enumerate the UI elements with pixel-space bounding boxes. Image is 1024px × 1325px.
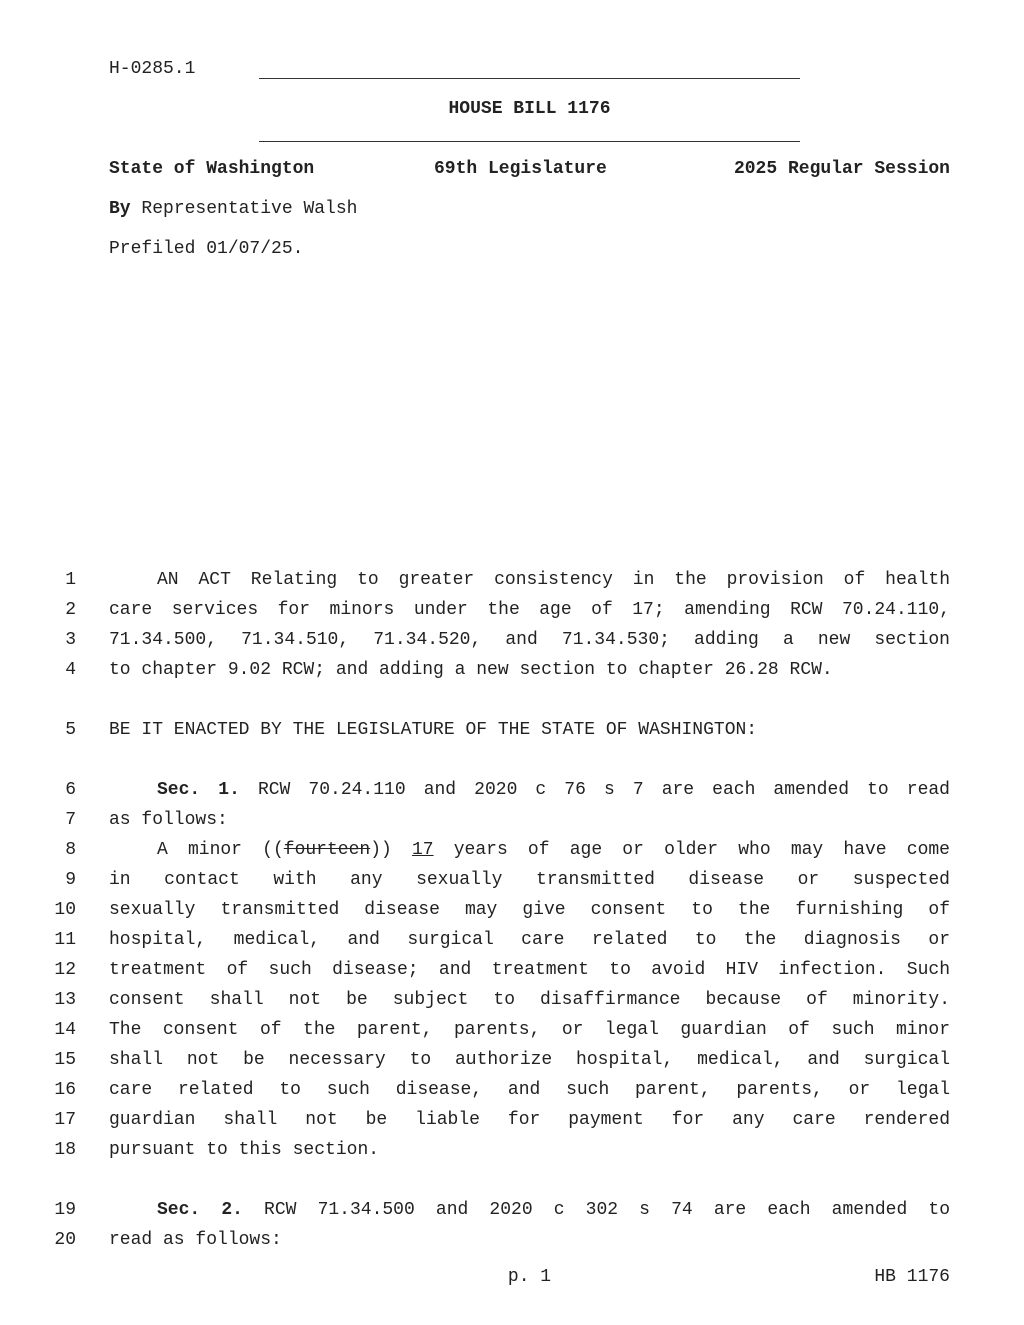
text-line: pursuant to this section.: [109, 1140, 380, 1160]
line-number: 17: [54, 1110, 76, 1130]
text-line: sexually transmitted disease may give consent to the furnishing of: [109, 900, 950, 920]
line-number: 20: [54, 1230, 76, 1250]
text-line: consent shall not be subject to disaffirmance because of minority.: [109, 990, 950, 1010]
text-segment: )): [370, 840, 412, 860]
legislature-number: 69th Legislature: [434, 159, 607, 179]
line-number: 15: [54, 1050, 76, 1070]
line-number: 16: [54, 1080, 76, 1100]
section-heading-line: [109, 778, 950, 808]
footer-bill-ref: HB 1176: [874, 1267, 950, 1287]
text-line: guardian shall not be liable for payment for any care rendered: [109, 1110, 950, 1130]
text-line: AN ACT Relating to greater consistency in the provision of health: [157, 570, 950, 590]
struck-text: fourteen: [283, 840, 371, 860]
text-line: hospital, medical, and surgical care related to the diagnosis or: [109, 930, 950, 950]
section-text: RCW 71.34.500 and 2020 c 302 s 74 are each amended to: [242, 1200, 950, 1220]
text-line: treatment of such disease; and treatment to avoid HIV infection. Such: [109, 960, 950, 980]
sponsor-name: Representative Walsh: [130, 199, 358, 219]
line-number: 10: [54, 900, 76, 920]
text-line: The consent of the parent, parents, or legal guardian of such minor: [109, 1020, 950, 1040]
text-line: read as follows:: [109, 1230, 282, 1250]
text-line: to chapter 9.02 RCW; and adding a new section to chapter 26.28 RCW.: [109, 660, 833, 680]
line-number: 5: [65, 720, 76, 740]
line-number: 12: [54, 960, 76, 980]
line-number: 18: [54, 1140, 76, 1160]
sponsor-line: [109, 199, 357, 219]
line-number: 9: [65, 870, 76, 890]
document-id: H-0285.1: [109, 59, 196, 79]
line-number: 11: [54, 930, 76, 950]
inserted-text: 17: [411, 840, 434, 860]
bill-title: HOUSE BILL 1176: [448, 99, 611, 119]
section-heading-line: [109, 1198, 950, 1228]
state-name: State of Washington: [109, 159, 315, 179]
line-number: 14: [54, 1020, 76, 1040]
line-number: 6: [65, 780, 76, 800]
text-line: care related to such disease, and such parent, parents, or legal: [109, 1080, 950, 1100]
enacting-clause: BE IT ENACTED BY THE LEGISLATURE OF THE STATE OF WASHINGTON:: [109, 720, 758, 740]
title-rule-top: [259, 78, 800, 79]
line-number: 3: [65, 630, 76, 650]
line-number: 4: [65, 660, 76, 680]
line-number: 2: [65, 600, 76, 620]
line-number: 19: [54, 1200, 76, 1220]
sponsor-prefix: By: [109, 199, 131, 219]
title-rule-bottom: [259, 141, 800, 142]
text-segment: years of age or older who may have come: [433, 840, 950, 860]
text-line: care services for minors under the age of 17; amending RCW 70.24.110,: [109, 600, 950, 620]
session-info-row: [109, 159, 950, 183]
section-label: Sec. 2.: [157, 1200, 243, 1220]
section-label: Sec. 1.: [157, 780, 240, 800]
text-line: shall not be necessary to authorize hospital, medical, and surgical: [109, 1050, 950, 1070]
text-line: 71.34.500, 71.34.510, 71.34.520, and 71.34.530; adding a new section: [109, 630, 950, 650]
amended-text-line: [109, 838, 950, 868]
line-number: 1: [65, 570, 76, 590]
line-number: 7: [65, 810, 76, 830]
text-line: in contact with any sexually transmitted disease or suspected: [109, 870, 950, 890]
line-number: 13: [54, 990, 76, 1010]
text-line: as follows:: [109, 810, 228, 830]
text-segment: A minor ((: [157, 840, 284, 860]
line-number: 8: [65, 840, 76, 860]
session-name: 2025 Regular Session: [733, 159, 950, 179]
prefiled-date: Prefiled 01/07/25.: [109, 239, 304, 259]
page-number: p. 1: [507, 1267, 552, 1287]
section-text: RCW 70.24.110 and 2020 c 76 s 7 are each amended to read: [239, 780, 950, 800]
